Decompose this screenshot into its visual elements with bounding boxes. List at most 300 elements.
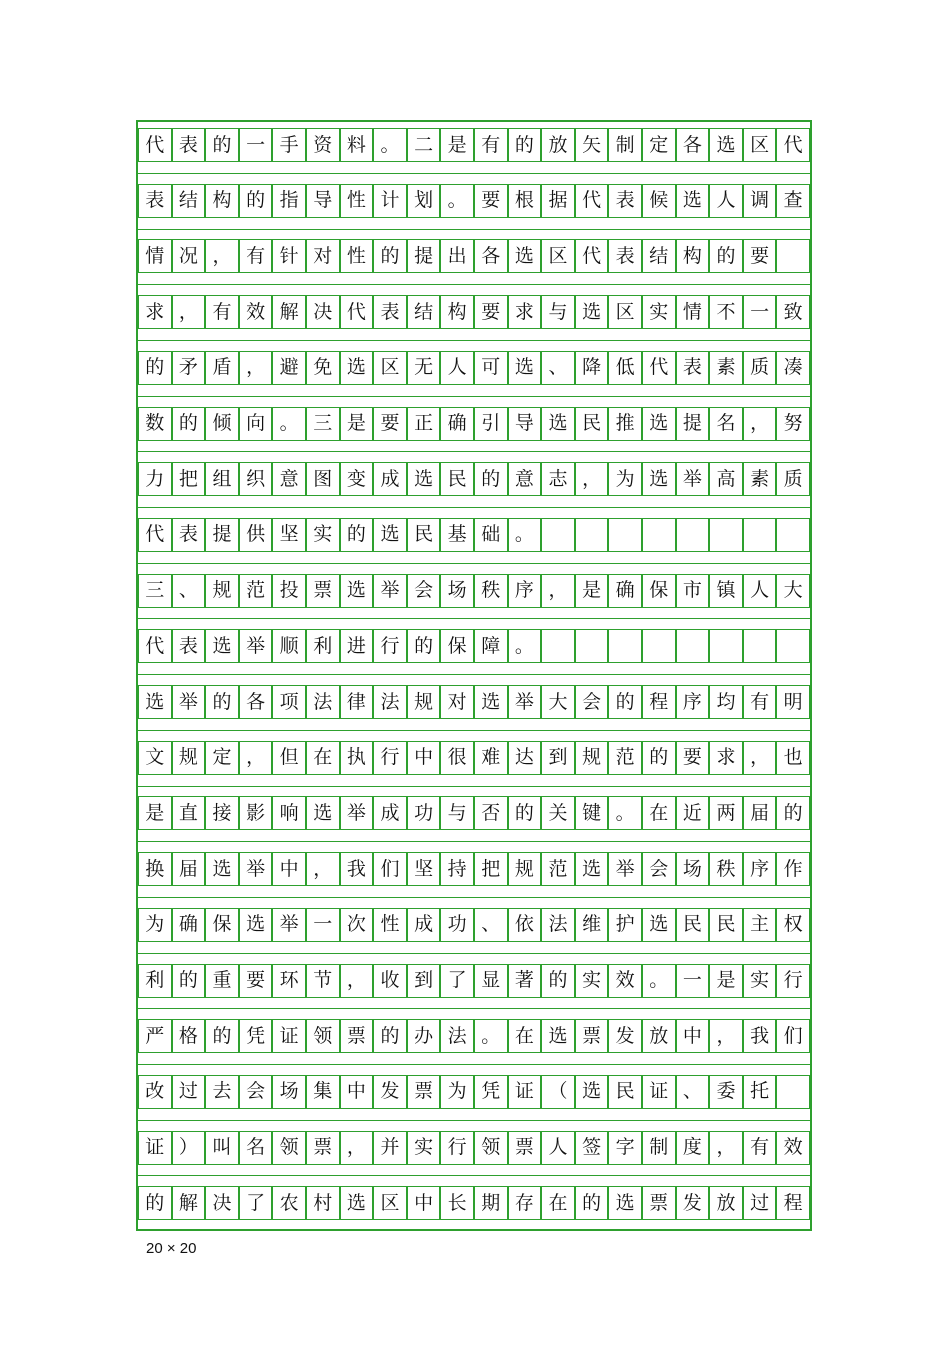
grid-cell: 致: [776, 295, 810, 329]
grid-cell: 保: [642, 574, 676, 608]
grid-cell: 度: [676, 1131, 710, 1165]
grid-cell: 提: [407, 239, 441, 273]
grid-cell: 。: [440, 184, 474, 218]
grid-cell: 场: [676, 852, 710, 886]
grid-cell: 各: [474, 239, 508, 273]
grid-cell: 结: [172, 184, 206, 218]
grid-cell: 们: [373, 852, 407, 886]
grid-cell: 要: [239, 964, 273, 998]
grid-cell: 性: [340, 184, 374, 218]
grid-cell: 依: [508, 908, 542, 942]
grid-cell: 举: [340, 796, 374, 830]
row-divider: [138, 786, 810, 787]
grid-cell: 选: [575, 295, 609, 329]
row-divider: [138, 1175, 810, 1176]
grid-cell: 区: [373, 1186, 407, 1220]
grid-cell: 人: [709, 184, 743, 218]
grid-cell: 法: [306, 685, 340, 719]
grid-cell: 证: [508, 1075, 542, 1109]
grid-cell: [743, 518, 777, 552]
grid-cell: 利: [306, 629, 340, 663]
grid-cell: 的: [642, 741, 676, 775]
grid-cell: 放: [541, 128, 575, 162]
grid-cell: 作: [776, 852, 810, 886]
grid-cell: 出: [440, 239, 474, 273]
grid-cell: 投: [272, 574, 306, 608]
grid-cell: 发: [676, 1186, 710, 1220]
grid-cell: 的: [575, 1186, 609, 1220]
grid-cell: 组: [205, 462, 239, 496]
grid-cell: 选: [608, 1186, 642, 1220]
grid-cell: 难: [474, 741, 508, 775]
grid-cell: 票: [508, 1131, 542, 1165]
grid-cell: [642, 629, 676, 663]
grid-cell: 数: [138, 407, 172, 441]
grid-cell: 规: [172, 741, 206, 775]
grid-cell: 过: [743, 1186, 777, 1220]
grid-cell: 。: [642, 964, 676, 998]
grid-cell: 有: [743, 1131, 777, 1165]
grid-cell: 成: [373, 462, 407, 496]
row-divider: [138, 451, 810, 452]
grid-cell: 区: [373, 351, 407, 385]
grid-cell: 也: [776, 741, 810, 775]
grid-cell: 选: [340, 351, 374, 385]
grid-cell: 。: [373, 128, 407, 162]
grid-cell: 票: [575, 1019, 609, 1053]
grid-cell: 序: [676, 685, 710, 719]
grid-cell: 实: [306, 518, 340, 552]
grid-cell: 要: [373, 407, 407, 441]
grid-cell: 要: [474, 295, 508, 329]
grid-cell: 举: [676, 462, 710, 496]
grid-cell: 对: [306, 239, 340, 273]
grid-cell: 办: [407, 1019, 441, 1053]
grid-cell: 严: [138, 1019, 172, 1053]
grid-cell: 我: [340, 852, 374, 886]
grid-cell: 候: [642, 184, 676, 218]
grid-cell: 选: [642, 462, 676, 496]
grid-cell: 定: [642, 128, 676, 162]
grid-cell: 手: [272, 128, 306, 162]
grid-cell: 、: [676, 1075, 710, 1109]
grid-cell: 但: [272, 741, 306, 775]
grid-cell: 构: [205, 184, 239, 218]
row-divider: [138, 396, 810, 397]
grid-cell: 结: [407, 295, 441, 329]
grid-cell: 领: [272, 1131, 306, 1165]
grid-cell: 针: [272, 239, 306, 273]
grid-cell: 法: [541, 908, 575, 942]
grid-cell: ，: [340, 964, 374, 998]
grid-cell: 为: [440, 1075, 474, 1109]
grid-cell: 持: [440, 852, 474, 886]
grid-cell: 选: [340, 1186, 374, 1220]
grid-cell: 场: [272, 1075, 306, 1109]
grid-cell: 环: [272, 964, 306, 998]
grid-cell: 实: [743, 964, 777, 998]
grid-cell: 票: [340, 1019, 374, 1053]
grid-cell: 表: [373, 295, 407, 329]
grid-cell: 志: [541, 462, 575, 496]
grid-cell: 委: [709, 1075, 743, 1109]
grid-cell: 的: [340, 518, 374, 552]
grid-cell: 避: [272, 351, 306, 385]
grid-cell: 证: [642, 1075, 676, 1109]
grid-cell: 区: [541, 239, 575, 273]
grid-cell: 了: [239, 1186, 273, 1220]
grid-cell: 一: [239, 128, 273, 162]
grid-cell: 两: [709, 796, 743, 830]
grid-cell: 导: [306, 184, 340, 218]
grid-cell: 的: [138, 351, 172, 385]
grid-cell: 叫: [205, 1131, 239, 1165]
grid-cell: 区: [743, 128, 777, 162]
grid-cell: 凑: [776, 351, 810, 385]
grid-cell: 我: [743, 1019, 777, 1053]
grid-cell: 有: [239, 239, 273, 273]
grid-cell: 中: [272, 852, 306, 886]
grid-cell: 律: [340, 685, 374, 719]
grid-cell: 是: [440, 128, 474, 162]
grid-cell: 不: [709, 295, 743, 329]
grid-cell: 质: [776, 462, 810, 496]
grid-cell: 区: [608, 295, 642, 329]
grid-cell: 民: [407, 518, 441, 552]
grid-cell: 无: [407, 351, 441, 385]
grid-cell: 构: [676, 239, 710, 273]
grid-cell: 民: [608, 1075, 642, 1109]
grid-cell: 代: [138, 518, 172, 552]
grid-cell: 表: [138, 184, 172, 218]
grid-cell: 法: [440, 1019, 474, 1053]
grid-cell: 范: [608, 741, 642, 775]
grid-cell: 表: [608, 239, 642, 273]
grid-cell: 放: [709, 1186, 743, 1220]
grid-cell: 民: [440, 462, 474, 496]
grid-cell: 达: [508, 741, 542, 775]
grid-cell: 在: [642, 796, 676, 830]
grid-cell: 要: [676, 741, 710, 775]
grid-cell: ，: [340, 1131, 374, 1165]
grid-cell: 的: [541, 964, 575, 998]
grid-cell: 功: [440, 908, 474, 942]
grid-cell: 选: [239, 908, 273, 942]
grid-cell: 。: [608, 796, 642, 830]
grid-cell: 代: [138, 128, 172, 162]
grid-cell: 民: [575, 407, 609, 441]
grid-cell: 成: [373, 796, 407, 830]
grid-cell: 要: [743, 239, 777, 273]
grid-cell: 序: [743, 852, 777, 886]
grid-cell: 代: [575, 239, 609, 273]
grid-cell: 求: [709, 741, 743, 775]
grid-cell: 护: [608, 908, 642, 942]
grid-cell: 织: [239, 462, 273, 496]
grid-cell: [709, 629, 743, 663]
grid-cell: 的: [508, 128, 542, 162]
grid-cell: 举: [239, 629, 273, 663]
grid-cell: 据: [541, 184, 575, 218]
grid-cell: 的: [474, 462, 508, 496]
grid-cell: 情: [676, 295, 710, 329]
grid-cell: 解: [272, 295, 306, 329]
grid-cell: 把: [172, 462, 206, 496]
grid-cell: 法: [373, 685, 407, 719]
grid-cell: 。: [508, 518, 542, 552]
grid-cell: 引: [474, 407, 508, 441]
grid-cell: 把: [474, 852, 508, 886]
grid-cell: 的: [205, 128, 239, 162]
grid-cell: 低: [608, 351, 642, 385]
grid-cell: 选: [575, 1075, 609, 1109]
grid-cell: ，: [541, 574, 575, 608]
grid-cell: 倾: [205, 407, 239, 441]
grid-cell: 况: [172, 239, 206, 273]
grid-cell: 市: [676, 574, 710, 608]
grid-cell: 素: [743, 462, 777, 496]
grid-cell: ，: [575, 462, 609, 496]
grid-cell: ，: [743, 741, 777, 775]
grid-cell: 计: [373, 184, 407, 218]
grid-cell: 性: [373, 908, 407, 942]
grid-cell: 举: [172, 685, 206, 719]
grid-cell: 正: [407, 407, 441, 441]
grid-cell: 发: [373, 1075, 407, 1109]
grid-cell: 功: [407, 796, 441, 830]
grid-cell: 们: [776, 1019, 810, 1053]
grid-cell: 关: [541, 796, 575, 830]
grid-cell: 是: [138, 796, 172, 830]
grid-cell: 举: [239, 852, 273, 886]
row-divider: [138, 618, 810, 619]
grid-cell: 是: [340, 407, 374, 441]
grid-cell: 选: [709, 128, 743, 162]
grid-cell: 证: [272, 1019, 306, 1053]
grid-cell: 规: [508, 852, 542, 886]
grid-cell: 届: [743, 796, 777, 830]
grid-cell: 求: [508, 295, 542, 329]
grid-cell: ，: [239, 351, 273, 385]
grid-cell: 制: [642, 1131, 676, 1165]
grid-cell: 、: [541, 351, 575, 385]
grid-cell: 进: [340, 629, 374, 663]
grid-cell: 一: [676, 964, 710, 998]
grid-cell: 并: [373, 1131, 407, 1165]
grid-cell: 的: [138, 1186, 172, 1220]
grid-cell: 的: [407, 629, 441, 663]
grid-cell: 代: [776, 128, 810, 162]
grid-cell: 表: [172, 629, 206, 663]
row-divider: [138, 730, 810, 731]
grid-cell: 有: [205, 295, 239, 329]
grid-cell: 表: [172, 128, 206, 162]
grid-cell: 一: [743, 295, 777, 329]
grid-cell: 行: [776, 964, 810, 998]
grid-cell: 实: [407, 1131, 441, 1165]
grid-cell: 代: [575, 184, 609, 218]
grid-cell: 可: [474, 351, 508, 385]
grid-cell: 会: [239, 1075, 273, 1109]
grid-cell: 规: [575, 741, 609, 775]
grid-cell: 会: [407, 574, 441, 608]
grid-cell: 行: [373, 629, 407, 663]
grid-cell: 确: [172, 908, 206, 942]
grid-cell: ，: [205, 239, 239, 273]
grid-cell: 直: [172, 796, 206, 830]
grid-cell: 选: [205, 629, 239, 663]
grid-cell: [541, 518, 575, 552]
grid-cell: 决: [205, 1186, 239, 1220]
grid-cell: 决: [306, 295, 340, 329]
grid-cell: 格: [172, 1019, 206, 1053]
grid-cell: 结: [642, 239, 676, 273]
grid-cell: 表: [172, 518, 206, 552]
grid-cell: 节: [306, 964, 340, 998]
grid-cell: 选: [138, 685, 172, 719]
grid-cell: 接: [205, 796, 239, 830]
grid-cell: 资: [306, 128, 340, 162]
grid-cell: 人: [440, 351, 474, 385]
grid-cell: 名: [239, 1131, 273, 1165]
grid-cell: 对: [440, 685, 474, 719]
grid-cell: [676, 518, 710, 552]
row-divider: [138, 563, 810, 564]
grid-cell: 选: [676, 184, 710, 218]
grid-cell: 选: [306, 796, 340, 830]
grid-cell: 领: [474, 1131, 508, 1165]
grid-cell: 程: [776, 1186, 810, 1220]
grid-cell: 大: [776, 574, 810, 608]
grid-cell: 质: [743, 351, 777, 385]
grid-cell: 效: [608, 964, 642, 998]
grid-cell: [608, 518, 642, 552]
grid-cell: 变: [340, 462, 374, 496]
grid-cell: 、: [172, 574, 206, 608]
grid-cell: 代: [138, 629, 172, 663]
grid-cell: 键: [575, 796, 609, 830]
grid-cell: 提: [676, 407, 710, 441]
grid-cell: 表: [608, 184, 642, 218]
grid-cell: 选: [642, 908, 676, 942]
grid-cell: 的: [205, 685, 239, 719]
grid-cell: 规: [205, 574, 239, 608]
grid-cell: 三: [306, 407, 340, 441]
grid-cell: 名: [709, 407, 743, 441]
grid-cell: 重: [205, 964, 239, 998]
grid-cell: 范: [541, 852, 575, 886]
grid-cell: 有: [474, 128, 508, 162]
grid-cell: 村: [306, 1186, 340, 1220]
grid-cell: 指: [272, 184, 306, 218]
grid-cell: 凭: [239, 1019, 273, 1053]
grid-cell: 托: [743, 1075, 777, 1109]
grid-cell: 为: [608, 462, 642, 496]
grid-cell: 票: [642, 1186, 676, 1220]
row-divider: [138, 340, 810, 341]
grid-cell: 坚: [407, 852, 441, 886]
grid-cell: 镇: [709, 574, 743, 608]
grid-cell: 中: [407, 741, 441, 775]
grid-cell: 调: [743, 184, 777, 218]
grid-cell: 代: [340, 295, 374, 329]
grid-cell: 的: [239, 184, 273, 218]
grid-cell: 降: [575, 351, 609, 385]
grid-cell: [608, 629, 642, 663]
grid-cell: [776, 239, 810, 273]
grid-cell: ，: [709, 1019, 743, 1053]
grid-cell: 各: [239, 685, 273, 719]
grid-cell: [541, 629, 575, 663]
grid-cell: 秩: [709, 852, 743, 886]
grid-cell: 确: [440, 407, 474, 441]
grid-cell: 与: [440, 796, 474, 830]
grid-cell: 解: [172, 1186, 206, 1220]
grid-cell: 意: [272, 462, 306, 496]
grid-cell: 料: [340, 128, 374, 162]
grid-cell: 划: [407, 184, 441, 218]
grid-cell: 选: [642, 407, 676, 441]
row-divider: [138, 284, 810, 285]
grid-cell: 人: [541, 1131, 575, 1165]
grid-cell: 举: [608, 852, 642, 886]
grid-cell: 根: [508, 184, 542, 218]
grid-cell: 秩: [474, 574, 508, 608]
grid-cell: 效: [239, 295, 273, 329]
grid-cell: 规: [407, 685, 441, 719]
manuscript-grid: [136, 120, 812, 1231]
grid-cell: 行: [373, 741, 407, 775]
grid-cell: 响: [272, 796, 306, 830]
grid-cell: 利: [138, 964, 172, 998]
grid-cell: [776, 1075, 810, 1109]
grid-cell: 票: [306, 574, 340, 608]
grid-cell: 成: [407, 908, 441, 942]
grid-cell: 实: [642, 295, 676, 329]
grid-cell: 届: [172, 852, 206, 886]
row-divider: [138, 173, 810, 174]
grid-cell: 行: [440, 1131, 474, 1165]
grid-cell: 要: [474, 184, 508, 218]
grid-cell: 民: [676, 908, 710, 942]
row-divider: [138, 841, 810, 842]
grid-cell: 否: [474, 796, 508, 830]
grid-cell: ，: [743, 407, 777, 441]
grid-cell: 中: [407, 1186, 441, 1220]
grid-cell: 坚: [272, 518, 306, 552]
grid-cell: 的: [172, 964, 206, 998]
row-divider: [138, 953, 810, 954]
grid-cell: 的: [709, 239, 743, 273]
row-divider: [138, 1008, 810, 1009]
grid-cell: 权: [776, 908, 810, 942]
grid-cell: ，: [306, 852, 340, 886]
grid-cell: 推: [608, 407, 642, 441]
grid-cell: 长: [440, 1186, 474, 1220]
grid-cell: [743, 629, 777, 663]
grid-cell: 提: [205, 518, 239, 552]
grid-cell: 性: [340, 239, 374, 273]
grid-cell: 。: [272, 407, 306, 441]
grid-cell: 是: [575, 574, 609, 608]
grid-cell: 存: [508, 1186, 542, 1220]
grid-cell: 字: [608, 1131, 642, 1165]
grid-cell: 图: [306, 462, 340, 496]
grid-cell: 大: [541, 685, 575, 719]
grid-cell: 程: [642, 685, 676, 719]
grid-cell: 础: [474, 518, 508, 552]
grid-cell: 均: [709, 685, 743, 719]
